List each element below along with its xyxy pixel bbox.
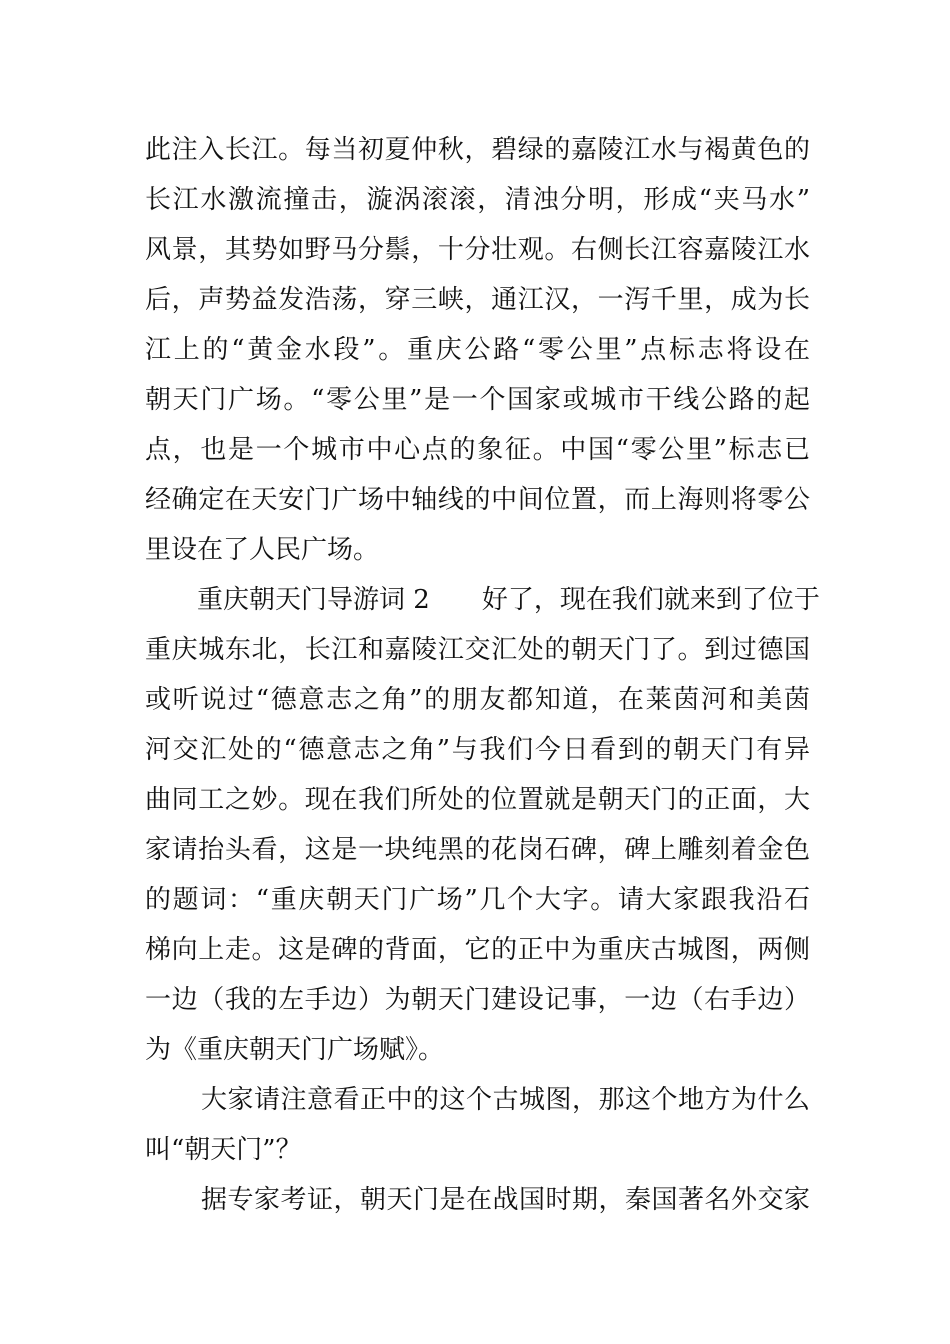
text-line: 经确定在天安门广场中轴线的中间位置，而上海则将零公: [145, 485, 810, 515]
text-line: 后，声势益发浩荡，穿三峡，通江汉，一泻千里，成为长: [145, 285, 810, 315]
text-line: 长江水激流撞击，漩涡滚滚，清浊分明，形成“夹马水”: [145, 185, 810, 215]
text-line: 据专家考证，朝天门是在战国时期，秦国著名外交家: [201, 1185, 810, 1215]
text-line: 一边（我的左手边）为朝天门建设记事，一边（右手边）: [145, 985, 810, 1015]
text-line: 大家请注意看正中的这个古城图，那这个地方为什么: [201, 1085, 810, 1115]
text-line: 风景，其势如野马分鬃，十分壮观。右侧长江容嘉陵江水: [145, 235, 810, 265]
text-line: 河交汇处的“德意志之角”与我们今日看到的朝天门有异: [145, 735, 810, 765]
section-heading: 重庆朝天门导游词 2: [197, 585, 430, 615]
text-line: 朝天门广场。“零公里”是一个国家或城市干线公路的起: [145, 385, 810, 415]
text-line: 点，也是一个城市中心点的象征。中国“零公里”标志已: [145, 435, 810, 465]
text-line: 曲同工之妙。现在我们所处的位置就是朝天门的正面，大: [145, 785, 810, 815]
text-line: 里设在了人民广场。: [145, 535, 380, 565]
text-line: 重庆城东北，长江和嘉陵江交汇处的朝天门了。到过德国: [145, 635, 810, 665]
text-line: 江上的“黄金水段”。重庆公路“零公里”点标志将设在: [145, 335, 810, 365]
text-line: 叫“朝天门”？: [145, 1135, 302, 1165]
text-line: 的题词：“重庆朝天门广场”几个大字。请大家跟我沿石: [145, 885, 810, 915]
text-line: 此注入长江。每当初夏仲秋，碧绿的嘉陵江水与褐黄色的: [145, 135, 810, 165]
paragraph-text: 好了，现在我们就来到了位于: [481, 585, 820, 615]
text-line: 为《重庆朝天门广场赋》。: [145, 1035, 445, 1065]
text-line: 梯向上走。这是碑的背面，它的正中为重庆古城图，两侧: [145, 935, 810, 965]
text-line: 家请抬头看，这是一块纯黑的花岗石碑，碑上雕刻着金色: [145, 835, 810, 865]
section-heading-line: [197, 580, 820, 620]
text-line: 或听说过“德意志之角”的朋友都知道，在莱茵河和美茵: [145, 685, 810, 715]
